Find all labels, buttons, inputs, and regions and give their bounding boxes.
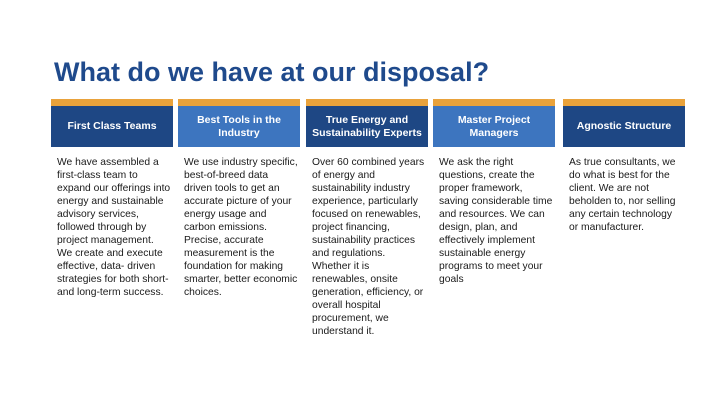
column-energy-experts (306, 99, 428, 338)
column-header: Best Tools in the Industry (178, 106, 300, 147)
accent-bar (563, 99, 685, 106)
column-header: True Energy and Sustainability Experts (306, 106, 428, 147)
column-header: Master Project Managers (433, 106, 555, 147)
column-body: We use industry specific, best-of-breed data driven tools to get an accurate picture of your energy usage and carbon emissions. Precise, accurate measurement is the foundation for making smarter, better economic choices. (184, 157, 298, 298)
accent-bar (178, 99, 300, 106)
accent-bar (306, 99, 428, 106)
column-body: We have assembled a first-class team to expand our offerings into energy and sustainable advisory services, followed through by project management. We create and execute effective, data- driven strategies for both short- and long-term success. (57, 157, 171, 298)
column-agnostic-structure (563, 99, 685, 234)
column-header: First Class Teams (51, 106, 173, 147)
page-title: What do we have at our disposal? (54, 57, 490, 87)
column-body: As true consultants, we do what is best for the client. We are not beholden to, nor selling any certain technology or manufacturer. (569, 157, 676, 233)
column-body: We ask the right questions, create the proper framework, saving considerable time and resources. We can design, plan, and effectively implement sustainable energy programs to meet your goals (439, 157, 553, 285)
column-best-tools (178, 99, 300, 299)
column-header: Agnostic Structure (563, 106, 685, 147)
column-first-class-teams (51, 99, 173, 299)
accent-bar (433, 99, 555, 106)
column-body: Over 60 combined years of energy and sustainability industry experience, particularly focused on renewables, project financing, sustainability practices and regulations. Whether it is renewables, onsite generation, efficiency, or overall hospital procurement, we understand it. (312, 157, 425, 337)
column-project-managers (433, 99, 555, 286)
accent-bar (51, 99, 173, 106)
